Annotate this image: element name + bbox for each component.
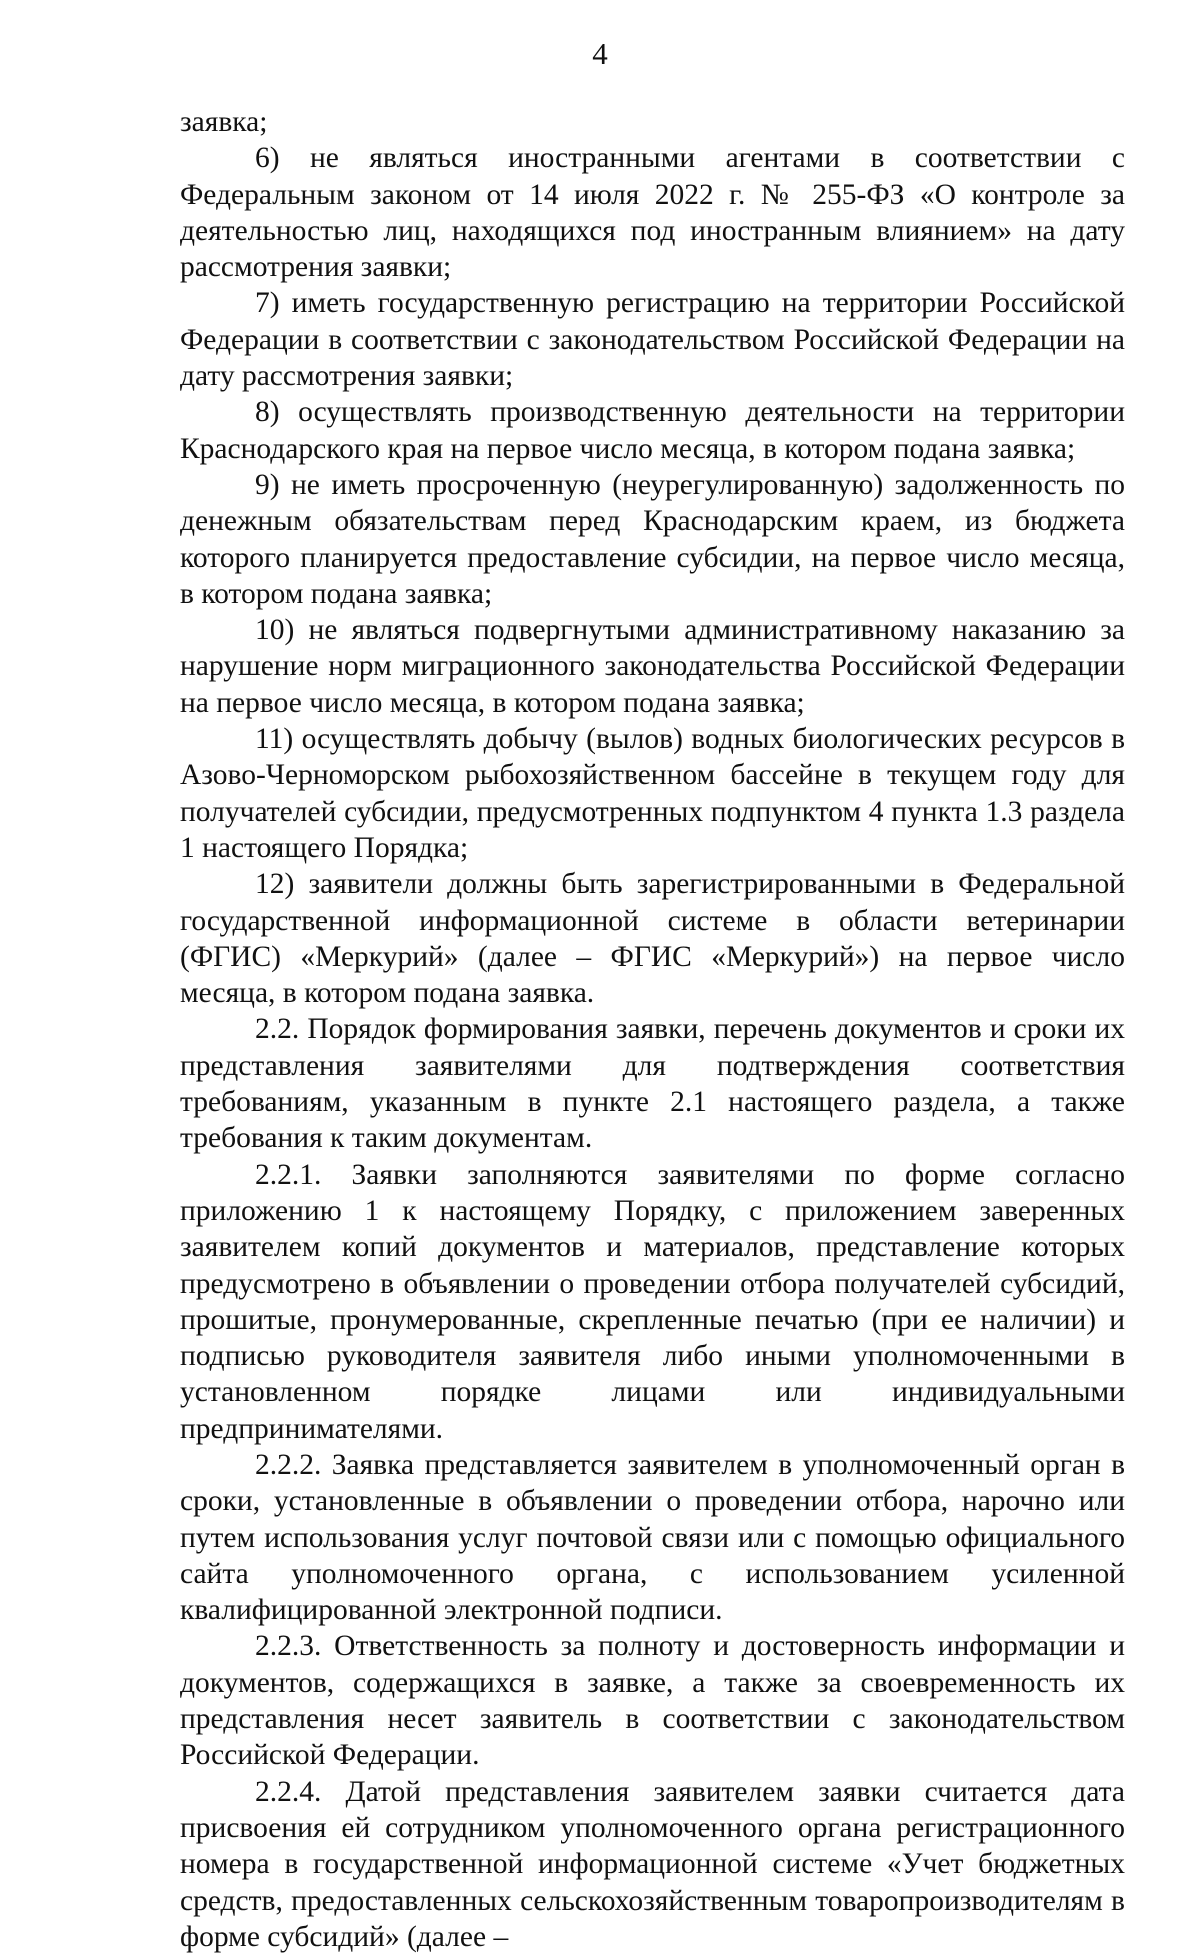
paragraph-item-11: 11) осуществлять добычу (вылов) водных биологических ресурсов в Азово-Черноморском рыбохозяйственном бассейне в текущем году для получателей субсидии, предусмотренных подпунктом 4 пункта 1.3 раздела 1 настоящего Порядка; <box>180 723 1125 864</box>
paragraph-section-2-2-3: 2.2.3. Ответственность за полноту и достоверность информации и документов, содержащихся в заявке, а также за своевременность их представления несет заявитель в соответствии с законодательством Российской Федерации. <box>180 1630 1125 1772</box>
paragraph-item-10: 10) не являться подвергнутыми административному наказанию за нарушение норм миграционного законодательства Российской Федерации на первое число месяца, в котором подана заявка; <box>180 614 1125 719</box>
paragraph-section-2-2-1: 2.2.1. Заявки заполняются заявителями по форме согласно приложению 1 к настоящему Порядку, с приложением заверенных заявителем копий документов и материалов, представление которых предусмотрено в объявлении о проведении отбора получателей субсидий, прошитые, пронумерованные, скрепленные печатью (при ее наличии) и подписью руководителя заявителя либо иными уполномоченными в установленном порядке лицами или индивидуальными предпринимателями. <box>180 1158 1125 1445</box>
document-body <box>180 104 1125 1955</box>
paragraph-continuation: заявка; <box>180 106 268 138</box>
paragraph-item-7: 7) иметь государственную регистрацию на территории Российской Федерации в соответствии с законодательством Российской Федерации на дату рассмотрения заявки; <box>180 287 1125 393</box>
paragraph-item-9: 9) не иметь просроченную (неурегулированную) задолженность по денежным обязательствам перед Краснодарским краем, из бюджета которого планируется предоставление субсидии, на первое число месяца, в котором подана заявка; <box>180 468 1125 610</box>
paragraph-item-6: 6) не являться иностранными агентами в соответствии с Федеральным законом от 14 июля 2022 г. № 255-ФЗ «О контроле за деятельностью лиц, находящихся под иностранным влиянием» на дату рассмотрения заявки; <box>180 142 1125 284</box>
paragraph-section-2-2-2: 2.2.2. Заявка представляется заявителем в уполномоченный орган в сроки, установленные в объявлении о проведении отбора, нарочно или путем использования услуг почтовой связи или с помощью официального сайта уполномоченного органа, с использованием усиленной квалифицированной электронной подписи. <box>180 1448 1125 1627</box>
page-number: 4 <box>592 36 608 71</box>
paragraph-item-12: 12) заявители должны быть зарегистрированными в Федеральной государственной информационной системе в области ветеринарии (ФГИС) «Меркурий» (далее – ФГИС «Меркурий») на первое число месяца, в котором подана заявка. <box>180 868 1125 1010</box>
paragraph-section-2-2: 2.2. Порядок формирования заявки, перечень документов и сроки их представления заявителями для подтверждения соответствия требованиям, указанным в пункте 2.1 настоящего раздела, а также требования к таким документам. <box>180 1013 1125 1155</box>
paragraph-item-8: 8) осуществлять производственную деятельности на территории Краснодарского края на первое число месяца, в котором подана заявка; <box>180 396 1125 465</box>
paragraph-section-2-2-4: 2.2.4. Датой представления заявителем заявки считается дата присвоения ей сотрудником уполномоченного органа регистрационного номера в государственной информационной системе «Учет бюджетных средств, предоставленных сельскохозяйственным товаропроизводителям в форме субсидий» (далее – <box>180 1775 1125 1953</box>
